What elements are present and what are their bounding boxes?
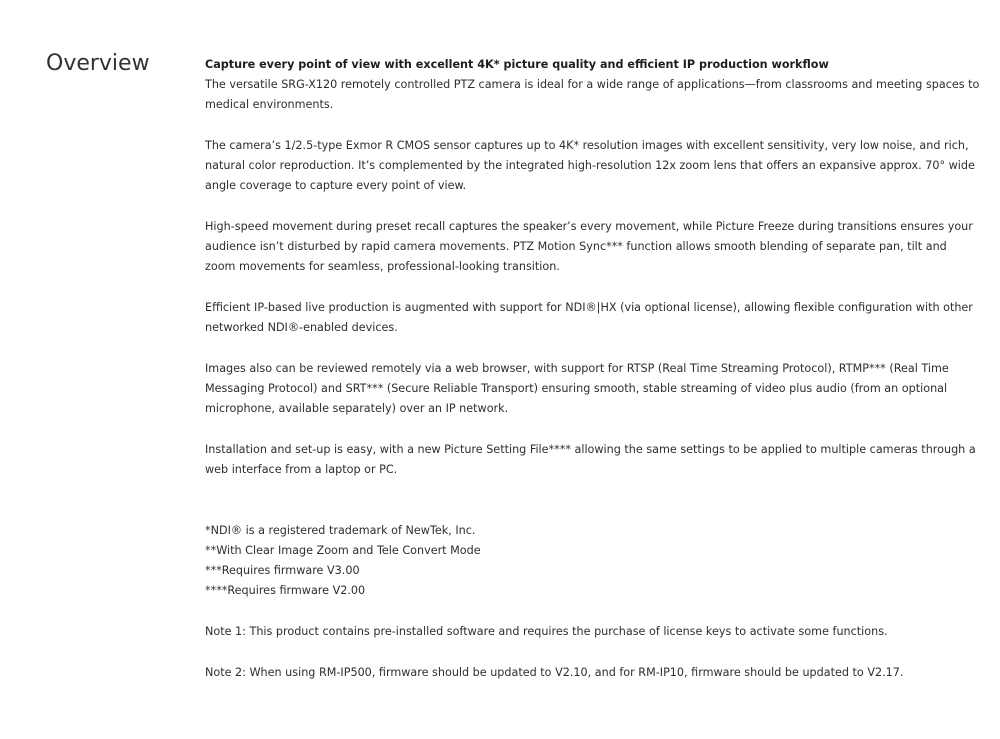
paragraph-installation: Installation and set-up is easy, with a new Picture Setting File**** allowing the same settings to be applied to multiple cameras through a web interface from a laptop or PC. xyxy=(205,443,976,476)
spacer xyxy=(205,501,980,521)
footnote: ****Requires firmware V2.00 xyxy=(205,584,366,597)
paragraph-text: The versatile SRG-X120 remotely controlled PTZ camera is ideal for a wide range of applications—from classrooms and meeting spaces to medical environments. xyxy=(205,78,980,111)
section-title: Overview xyxy=(46,51,150,76)
intro-paragraph xyxy=(205,55,980,115)
note-2: Note 2: When using RM-IP500, firmware should be updated to V2.10, and for RM-IP10, firmware should be updated to V2.17. xyxy=(205,666,904,679)
note-1: Note 1: This product contains pre-installed software and requires the purchase of license keys to activate some functions. xyxy=(205,625,888,638)
footnote: **With Clear Image Zoom and Tele Convert Mode xyxy=(205,544,481,557)
paragraph-movement: High-speed movement during preset recall captures the speaker’s every movement, while Picture Freeze during transitions ensures your audience isn’t disturbed by rapid camera movements. PTZ Motion Sync*** function allows smooth blending of separate pan, tilt and zoom movements for seamless, professional-looking transition. xyxy=(205,220,973,273)
overview-content xyxy=(205,55,980,704)
footnote: *NDI® is a registered trademark of NewTek, Inc. xyxy=(205,524,476,537)
paragraph-streaming: Images also can be reviewed remotely via a web browser, with support for RTSP (Real Time Streaming Protocol), RTMP*** (Real Time Messaging Protocol) and SRT*** (Secure Reliable Transport) ensuring smooth, stable streaming of video plus audio (from an optional microphone, available separately) over an IP network. xyxy=(205,362,949,415)
paragraph-ndi: Efficient IP-based live production is augmented with support for NDI®|HX (via optional license), allowing flexible configuration with other networked NDI®-enabled devices. xyxy=(205,301,973,334)
headline: Capture every point of view with excellent 4K* picture quality and efficient IP production workflow xyxy=(205,58,829,71)
footnote: ***Requires firmware V3.00 xyxy=(205,564,360,577)
footnotes xyxy=(205,521,980,601)
paragraph-sensor: The camera’s 1/2.5-type Exmor R CMOS sensor captures up to 4K* resolution images with excellent sensitivity, very low noise, and rich, natural color reproduction. It’s complemented by the integrated high-resolution 12x zoom lens that offers an expansive approx. 70° wide angle coverage to capture every point of view. xyxy=(205,139,975,192)
